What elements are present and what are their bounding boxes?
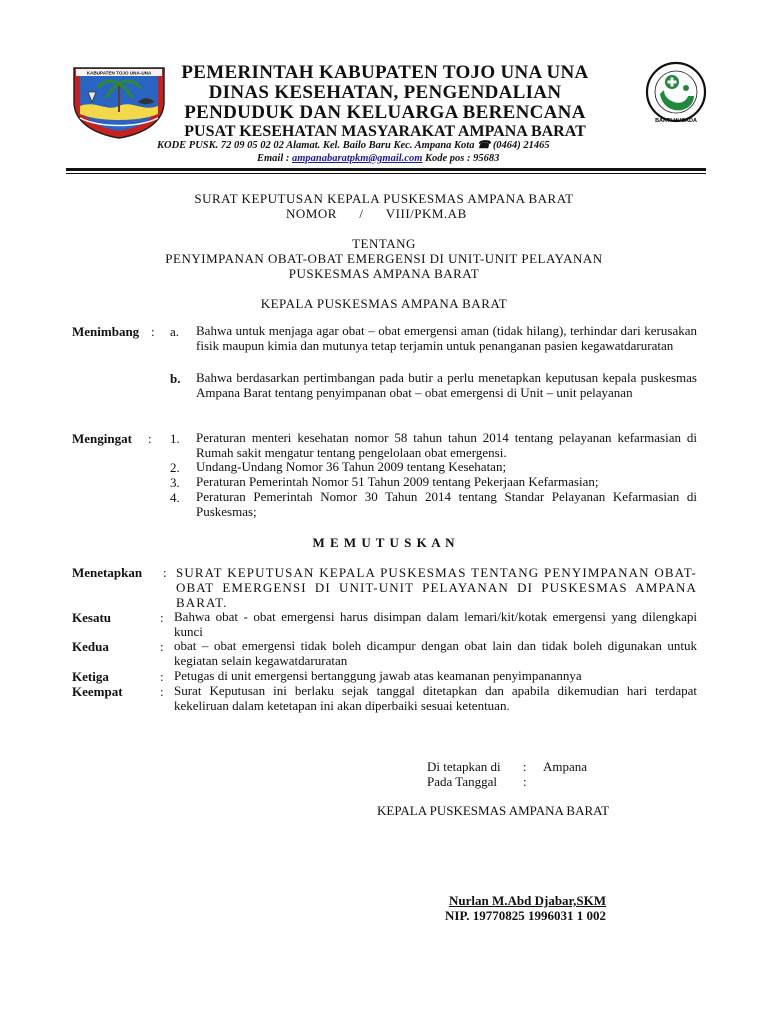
menimbang-text-a: Bahwa untuk menjaga agar obat – obat emergensi aman (tidak hilang), terhindar dari kerusakan fisik maupun kimia dan mutunya tetap terjamin untuk penanganan pasien kegawatdaruratan xyxy=(196,323,697,353)
phone-number: (0464) 21465 xyxy=(492,140,550,151)
header-line-4: PUSAT KESEHATAN MASYARAKAT AMPANA BARAT xyxy=(184,123,586,140)
email-link[interactable]: ampanabaratpkm@gmail.com xyxy=(292,153,423,164)
logo-caption: BAKTI HUSADA xyxy=(655,118,697,124)
decree-number: NOMOR / VIII/PKM.AB xyxy=(286,206,467,221)
ketiga-text: Petugas di unit emergensi bertanggung jawab atas keamanan penyimpanannya xyxy=(174,668,582,683)
ketiga-colon: : xyxy=(160,669,164,684)
signatory-position: KEPALA PUSKESMAS AMPANA BARAT xyxy=(377,803,610,818)
signatory-nip: NIP. 19770825 1996031 1 002 xyxy=(445,908,606,923)
keempat-colon: : xyxy=(160,684,164,699)
date-colon: : xyxy=(523,774,527,789)
mengingat-text-4: Peraturan Pemerintah Nomor 30 Tahun 2014 tentang Standar Pelayanan Kefarmasian di Puskesmas; xyxy=(196,489,697,519)
keempat-label: Keempat xyxy=(72,684,123,699)
menimbang-marker-a: a. xyxy=(170,324,180,339)
mengingat-label: Mengingat xyxy=(72,431,132,446)
kesatu-colon: : xyxy=(160,610,164,625)
emblem-banner-text: KABUPATEN TOJO UNA-UNA xyxy=(86,70,152,76)
keempat-text: Surat Keputusan ini berlaku sejak tanggal ditetapkan dan apabila dikemudian hari terdapat kekeliruan dalam ketetapan ini akan diperbaiki sesuai ketentuan. xyxy=(174,683,697,713)
subject-line-1: PENYIMPANAN OBAT-OBAT EMERGENSI DI UNIT-UNIT PELAYANAN xyxy=(165,251,603,266)
bakti-husada-logo xyxy=(644,60,708,124)
menimbang-marker-b: b. xyxy=(170,371,181,386)
menimbang-text-b: Bahwa berdasarkan pertimbangan pada butir a perlu menetapkan keputusan kepala puskesmas Ampana Barat tentang penyimpanan obat – obat emergensi di Unit – unit pelayanan xyxy=(196,370,697,400)
mengingat-marker-1: 1. xyxy=(170,431,180,446)
mengingat-marker-4: 4. xyxy=(170,490,180,505)
place-colon: : xyxy=(523,759,527,774)
header-address xyxy=(157,139,550,151)
date-label: Pada Tanggal xyxy=(427,774,497,789)
menetapkan-colon: : xyxy=(163,565,167,580)
place-value: Ampana xyxy=(543,759,588,774)
kesatu-text: Bahwa obat - obat emergensi harus disimpan dalam lemari/kit/kotak emergensi yang dilengkapi kunci xyxy=(174,609,697,639)
header-rule-thick xyxy=(66,168,706,171)
mengingat-text-3: Peraturan Pemerintah Nomor 51 Tahun 2009 tentang Pekerjaan Kefarmasian; xyxy=(196,474,599,489)
tentang-heading: TENTANG xyxy=(352,236,416,251)
menetapkan-text: SURAT KEPUTUSAN KEPALA PUSKESMAS TENTANG PENYIMPANAN OBAT-OBAT EMERGENSI DI UNIT-UNIT PELAYANAN DI PUSKESMAS AMPANA BARAT. xyxy=(176,565,697,610)
memutuskan-heading: M E M U T U S K A N xyxy=(312,535,456,550)
subject-line-2: PUSKESMAS AMPANA BARAT xyxy=(288,266,480,281)
mengingat-marker-2: 2. xyxy=(170,460,180,475)
kedua-colon: : xyxy=(160,639,164,654)
kedua-label: Kedua xyxy=(72,639,109,654)
menimbang-label: Menimbang xyxy=(72,324,140,339)
email-label: Email : xyxy=(257,153,290,164)
menetapkan-label: Menetapkan xyxy=(72,565,143,580)
signatory-name: Nurlan M.Abd Djabar,SKM xyxy=(449,893,606,908)
issuer-heading: KEPALA PUSKESMAS AMPANA BARAT xyxy=(260,296,508,311)
header-contact xyxy=(257,153,499,164)
mengingat-text-2: Undang-Undang Nomor 36 Tahun 2009 tentang Kesehatan; xyxy=(196,459,507,474)
header-rule-thin xyxy=(66,173,706,174)
decree-title: SURAT KEPUTUSAN KEPALA PUSKESMAS AMPANA BARAT xyxy=(194,191,574,206)
header-line-2: DINAS KESEHATAN, PENGENDALIAN xyxy=(208,82,562,103)
header-line-3: PENDUDUK DAN KELUARGA BERENCANA xyxy=(184,102,586,123)
mengingat-colon: : xyxy=(148,431,152,446)
phone-icon: ☎ xyxy=(477,140,491,151)
address-text: KODE PUSK. 72 09 05 02 02 Alamat. Kel. Bailo Baru Kec. Ampana Kota xyxy=(157,140,475,151)
postcode: Kode pos : 95683 xyxy=(425,153,500,164)
kedua-text: obat – obat emergensi tidak boleh dicampur dengan obat lain dan tidak boleh digunakan untuk kegiatan selain kegawatdaruratan xyxy=(174,638,697,668)
menimbang-colon: : xyxy=(151,324,155,339)
header-line-1: PEMERINTAH KABUPATEN TOJO UNA UNA xyxy=(181,62,589,83)
ketiga-label: Ketiga xyxy=(72,669,109,684)
kesatu-label: Kesatu xyxy=(72,610,111,625)
mengingat-text-1: Peraturan menteri kesehatan nomor 58 tahun tahun 2014 tentang pelayanan kefarmasian di Rumah sakit mengatur tentang pengelolaan obat emergensi. xyxy=(196,430,697,460)
place-label: Di tetapkan di xyxy=(427,759,501,774)
mengingat-marker-3: 3. xyxy=(170,475,180,490)
